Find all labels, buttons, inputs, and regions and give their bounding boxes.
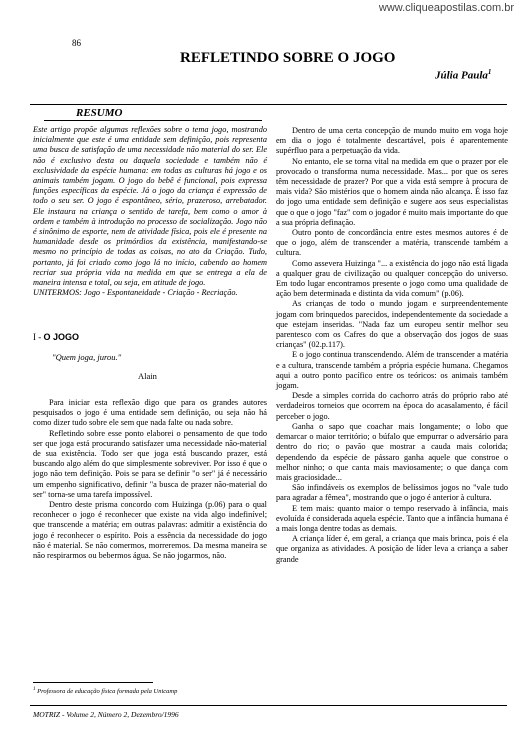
- site-url: www.cliqueapostilas.com.br: [378, 2, 514, 14]
- paragraph: Como assevera Huizinga "... a existência do jogo não está ligada a qualquer grau de civilização ou qualquer concepção do universo. Em todo lugar encontramos presente o jogo como uma qualidade de ação bem determinada e distinta da vida comum" (p.06).: [276, 258, 508, 299]
- paragraph: Ganha o sapo que coachar mais longamente; o lobo que demarcar o maior território; o búfalo que empurrar o adversário para dentro do rio; o pavão que mostrar a cauda mais colorida; dependendo da espécie de pássaro ganha aquele que constroe o melhor ninho; o que canta mais maviosamente; o que dança com mais graciosidade...: [276, 421, 508, 482]
- epigraph-author: Alain: [138, 371, 157, 381]
- section-number: I -: [33, 332, 44, 342]
- author-text: Júlia Paula: [435, 69, 488, 82]
- resumo-text: Este artigo propõe algumas reflexões sobre o tema jogo, mostrando inicialmente que este é uma entidade sem definição, pois representa uma busca de satisfação de uma necessidade não material do ser. Ele não é exclusivo desta ou daquela sociedade e também não é exclusividade da espécie humana: em todas as culturas há jogo e os animais também jogam. O jogo do bebê é funcional, pois expressa funções específicas da espécie. Já o jogo da criança é expressão de todo o seu ser. O jogo é espontâneo, sério, prazeroso, arrebatador. Ele instaura na criança o sentido de tarefa, bem como o amor à ordem e também à introdução no processo de socialização. Jogo não é sinônimo de esporte, nem de atividade física, pois ele é presente na humanidade desde os primórdios da existência, manifestando-se mesmo no princípio de todas as coisas, no ato da Criação. Tudo, portanto, já foi criado como jogo lá no início, cabendo ao homem recriar sua própria vida na medida em que se entrega a ela de maneira intensa e total, ou seja, em atitude de jogo.: [33, 125, 267, 288]
- paragraph: E o jogo continua transcendendo. Além de transcender a matéria e a cultura, transcende também a própria espécie humana. Chegamos aqui a outro ponto pacífico entre os teóricos: os animais também jogam.: [276, 350, 508, 391]
- journal-footer: MOTRIZ - Volume 2, Número 2, Dezembro/1996: [33, 710, 179, 719]
- paragraph: No entanto, ele se torna vital na medida em que o prazer por ele provocado o transforma numa necessidade. Mas... por que os seres têm necessidade de prazer? Por que a vida está sempre à procura de mais vida? São mistérios que o homem ainda não alcança. É isso faz do jogo uma entidade sem definição e sugere aos seus especialistas que o que o jogo "faz" com o jogador é muito mais importante do que a sua própria definação.: [276, 156, 508, 227]
- section-title: O JOGO: [43, 332, 80, 342]
- epigraph: "Quem joga, jurou.": [52, 352, 122, 362]
- article-title: REFLETINDO SOBRE O JOGO: [180, 50, 396, 66]
- resumo-heading: RESUMO: [76, 107, 123, 119]
- paragraph: Para iniciar esta reflexão digo que para os grandes autores pesquisados o jogo é uma entidade sem definição, ou seja não há como dizer tudo sobre ele sem que nada falte ou nada sobre.: [33, 398, 267, 428]
- paragraph: A criança líder é, em geral, a criança que mais brinca, pois é ela que organiza as atividades. A posição de líder leva a criança a saber grande: [276, 534, 508, 564]
- resumo-keywords: UNITERMOS: Jogo - Espontaneidade - Criação - Recriação.: [33, 288, 238, 298]
- paragraph: Refletindo sobre esse ponto elaborei o pensamento de que todo ser que joga está procurando satisfazer uma necessidade não-material de sua existência. Todo ser que joga está buscando prazer, está buscando algo além do que simplesmente sobreviver. Por isso é que o jogo não tem definição. Pois se para se definir "o ser" já é necessário um empenho significativo, definir "a busca de prazer não-material do ser" torna-se uma tarefa impossível.: [33, 428, 267, 499]
- paragraph: Desde a simples corrida do cachorro atrás do próprio rabo até verdadeiros torneios que ocorrem na época do acasalamento, é fácil perceber o jogo.: [276, 391, 508, 421]
- page-number: 86: [72, 38, 81, 48]
- footnote-rule: [33, 682, 153, 683]
- header-rule: [30, 104, 507, 105]
- right-column-body: [276, 126, 508, 565]
- author-name: [435, 68, 491, 82]
- paragraph: Outro ponto de concordância entre estes mesmos autores é de que o jogo, além de transcender a matéria, transcende também a cultura.: [276, 228, 508, 258]
- footnote-mark: 1: [33, 687, 36, 692]
- footer-rule: [30, 705, 507, 706]
- paragraph: Dentro de uma certa concepção de mundo muito em voga hoje em dia o jogo é totalmente descartável, pois é aparentemente supérfluo para a perpetuação da vida.: [276, 126, 508, 156]
- resumo-rule: [44, 120, 262, 121]
- author-footnote-mark: 1: [487, 68, 492, 76]
- footnote: [33, 687, 177, 695]
- paragraph: São infindáveis os exemplos de belíssimos jogos no "vale tudo para agradar a fêmea", mostrando que o jogo é anterior à cultura.: [276, 483, 508, 503]
- section-heading: [33, 332, 79, 342]
- paragraph: Dentro deste prisma concordo com Huizinga (p.06) para o qual reconhecer o jogo é reconhecer que existe na vida algo indefinível; que transcende a matéria; em outras palavras: admitir a existência do jogo é reconhecer o espírito. Pois a essência da necessidade do jogo não é material. Se não comermos, morreremos. Da mesma maneira se não respirarmos ou bebermos água. Se não jogarmos, não.: [33, 500, 267, 561]
- footnote-text: Professora de educação física formada pela Unicamp: [37, 688, 178, 696]
- left-column-body: [33, 398, 267, 561]
- paragraph: E tem mais: quanto maior o tempo reservado à infância, mais evoluída é considerada aquela espécie. Tanto que a infância humana é a mais longa dentre todas as demais.: [276, 503, 508, 533]
- resumo-block: [33, 125, 267, 298]
- paragraph: As crianças de todo o mundo jogam e surpreendentemente jogam com brinquedos parecidos, independentemente da sociedade a que estejam inseridas. "Nada faz um europeu sentir melhor seu parentesco com os Cafres do que a observação dos jogos de suas crianças" (02.p.117).: [276, 299, 508, 350]
